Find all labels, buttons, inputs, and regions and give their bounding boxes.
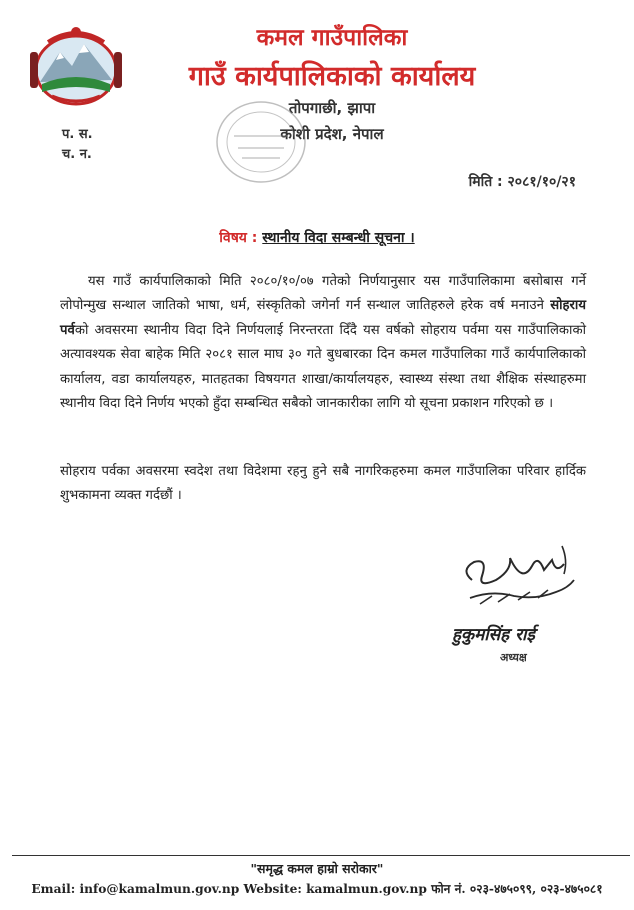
signatory-name: हुकुमसिंह राई [452, 625, 535, 645]
paragraph-1-part-a: यस गाउँ कार्यपालिकाको मिति २०८०/१०/०७ गतेको निर्णयानुसार यस गाउँपालिकामा बसोबास गर्ने लोपोन्मुख सन्थाल जातिको भाषा, धर्म, संस्कृतिको जगेर्ना गर्न सन्थाल जातिहरुले हरेक वर्ष मनाउने [60, 274, 586, 314]
subject-text: स्थानीय विदा सम्बन्धी सूचना । [262, 230, 415, 246]
signatory-title: अध्यक्ष [500, 651, 527, 664]
letter-date: मिति : २०८१/१०/२१ [468, 174, 576, 190]
dispatch-number-label: च. न. [62, 147, 92, 162]
notice-paragraph-2: सोहराय पर्वका अवसरमा स्वदेश तथा विदेशमा रहनु हुने सबै नागरिकहरुमा कमल गाउँपालिका परिवार हार्दिक शुभकामना व्यक्त गर्दछौं । [60, 464, 586, 504]
office-name: गाउँ कार्यपालिकाको कार्यालय [188, 61, 476, 92]
subject-label: विषय : [219, 230, 258, 246]
subject-line [0, 228, 634, 247]
festival-name: सोहराय पर्व [60, 298, 586, 338]
municipality-name: कमल गाउँपालिका [256, 25, 408, 51]
signature-icon [452, 540, 582, 622]
paragraph-1-part-b: को अवसरमा स्थानीय विदा दिने निर्णयलाई निरन्तरता दिँदै यस वर्षको सोहराय पर्वमा यस गाउँपालिकाको अत्यावश्यक सेवा बाहेक मिति २०८१ साल माघ ३० गते बुधबारका दिन कमल गाउँपालिका गाउँ कार्यपालिकाको कार्यालय, वडा कार्यालयहरु, मातहतका विषयगत शाखा/कार्यालयहरु, स्वास्थ्य संस्था तथा शैक्षिक संस्थाहरुमा स्थानीय विदा दिने निर्णय भएको हुँदा सम्बन्धित सबैको जानकारीका लागि यो सूचना प्रकाशन गरिएको छ । [60, 322, 586, 412]
office-stamp-icon [212, 96, 310, 188]
letter-number-label: प. स. [62, 127, 93, 142]
footer-divider [12, 855, 630, 856]
province-country: कोशी प्रदेश, नेपाल [280, 125, 384, 143]
notice-paragraph-1 [60, 270, 586, 416]
footer-contact: Email: info@kamalmun.gov.np Website: kamalmun.gov.np फोन नं. ०२३-४७५०९९, ०२३-४७५०८१ [31, 882, 603, 896]
footer-motto: "समृद्ध कमल हाम्रो सरोकार" [250, 861, 384, 876]
office-location: तोपगाछी, झापा [288, 99, 376, 117]
